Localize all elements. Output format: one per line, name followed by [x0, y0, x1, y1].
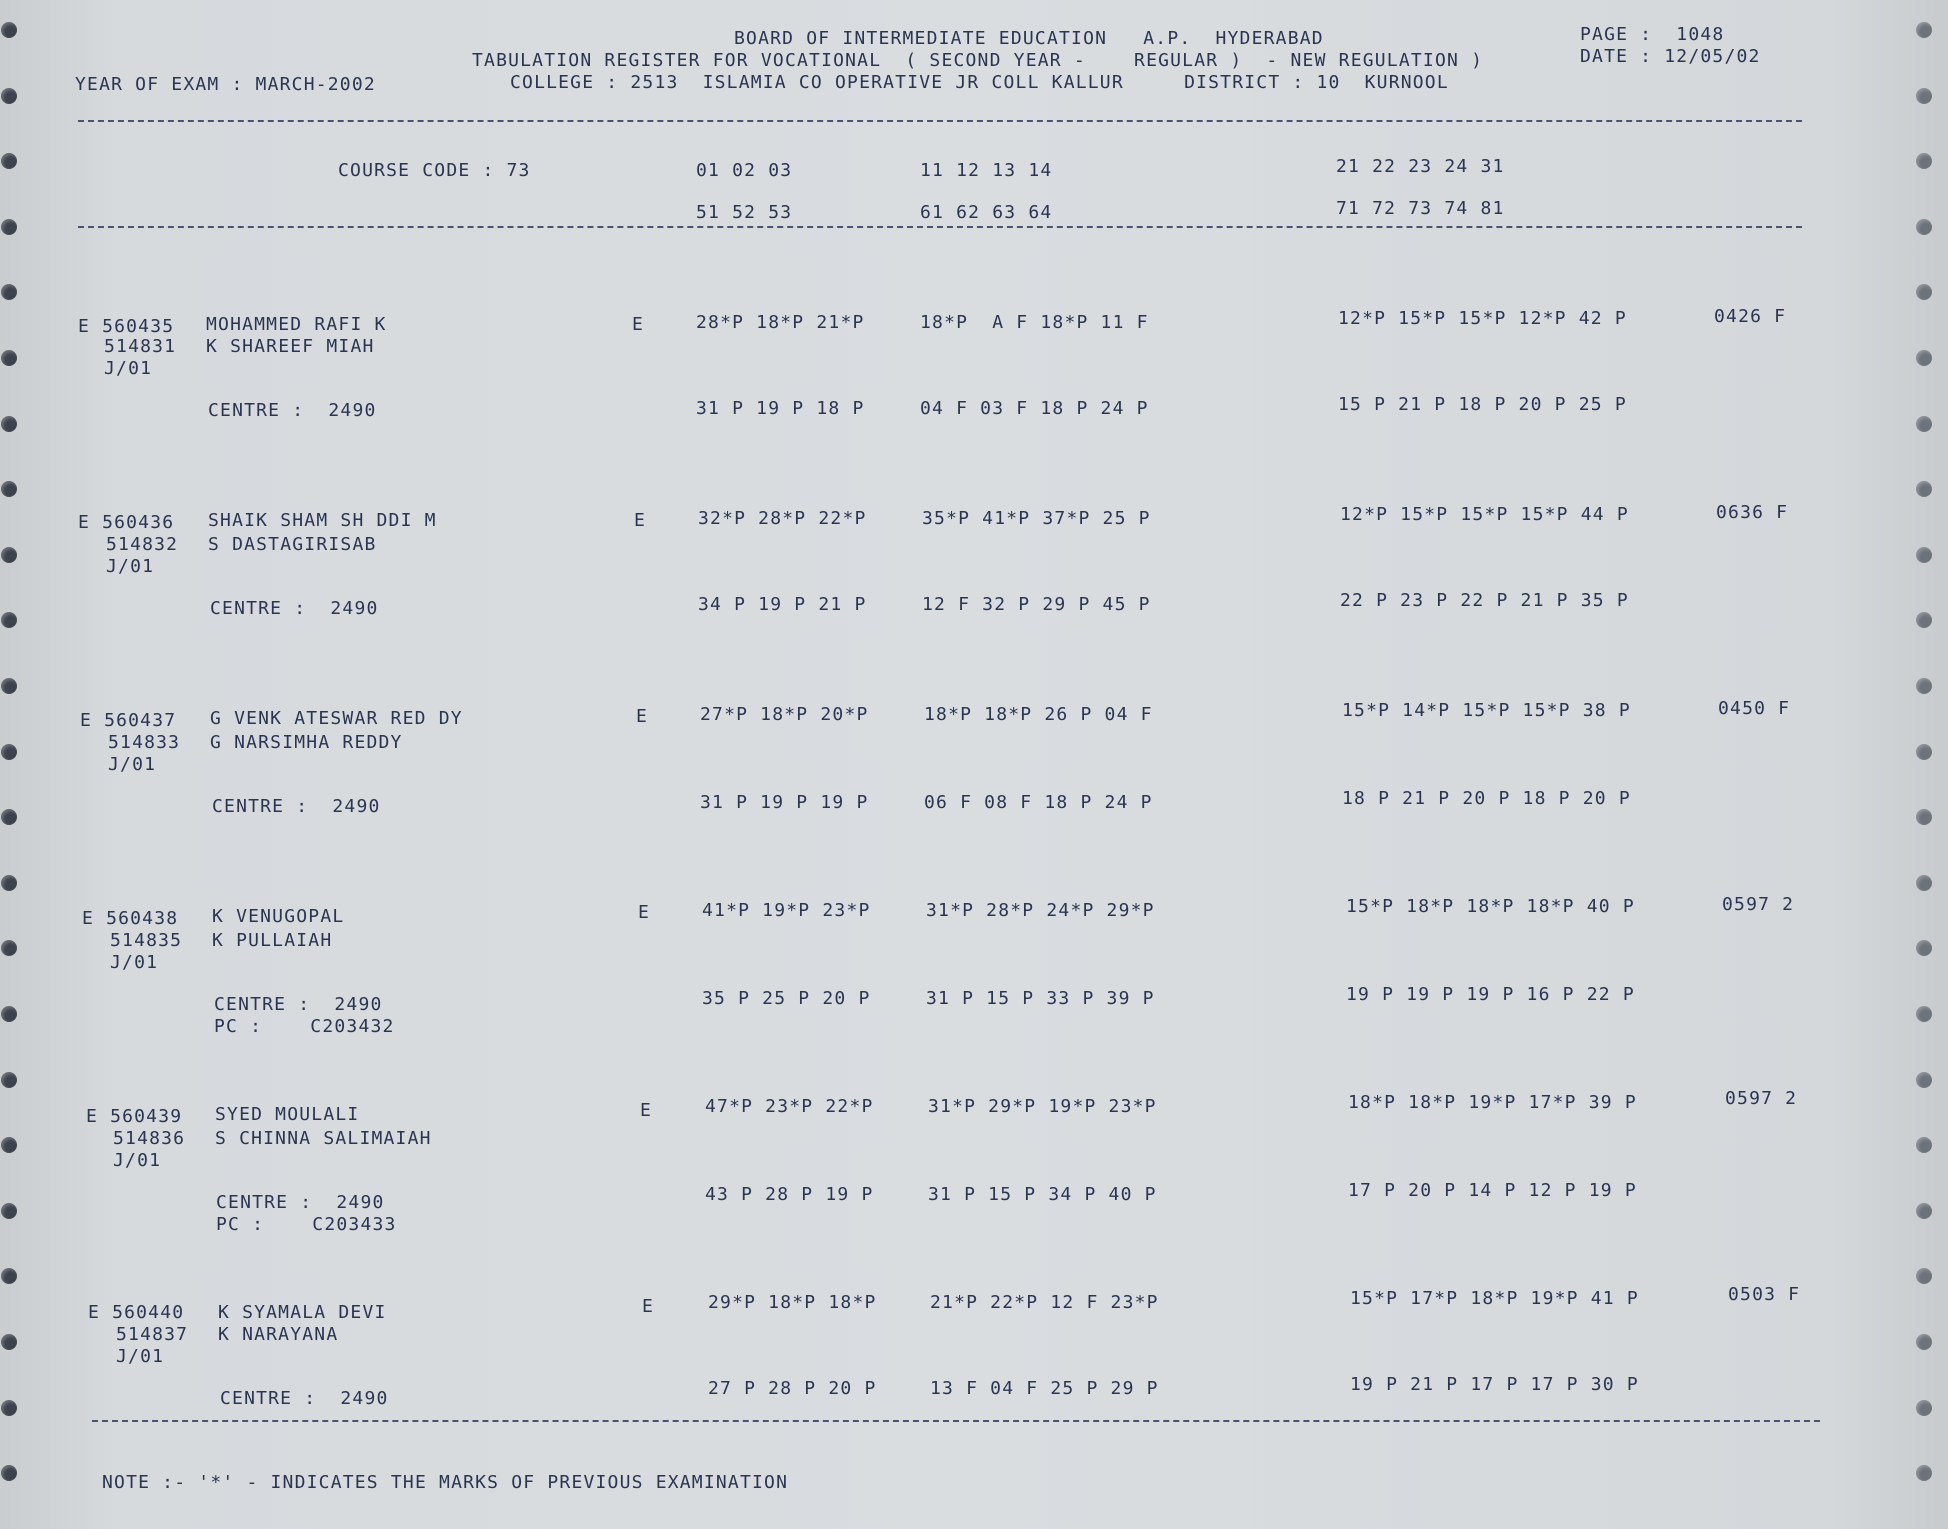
marks-row2-group2: 13 F 04 F 25 P 29 P: [930, 1378, 1159, 1399]
sprocket-hole: [1916, 350, 1932, 366]
marks-row1-group1: 27*P 18*P 20*P: [700, 704, 869, 725]
student-code: J/01: [110, 952, 159, 973]
student-code: J/01: [108, 754, 157, 775]
student-centre: CENTRE : 2490: [214, 994, 383, 1015]
sprocket-hole: [1916, 1334, 1932, 1350]
student-medium: E: [636, 706, 649, 727]
marks-row2-group2: 12 F 32 P 29 P 45 P: [922, 594, 1151, 615]
codes-row2-group2: 61 62 63 64: [920, 202, 1053, 223]
sprocket-hole: [1, 1400, 17, 1416]
student-total: 0597 2: [1725, 1088, 1798, 1109]
student-name: G VENK ATESWAR RED DY: [210, 708, 463, 729]
student-reg: E 560440: [88, 1302, 185, 1323]
sprocket-hole: [1916, 1268, 1932, 1284]
student-total: 0636 F: [1716, 502, 1789, 523]
student-total: 0503 F: [1728, 1284, 1801, 1305]
student-reg: E 560439: [86, 1106, 183, 1127]
sprocket-hole: [1, 547, 17, 563]
sprocket-hole: [1916, 284, 1932, 300]
sprocket-hole: [1916, 88, 1932, 104]
marks-row2-group3: 22 P 23 P 22 P 21 P 35 P: [1340, 590, 1629, 611]
student-medium: E: [638, 902, 651, 923]
sprocket-hole: [1916, 547, 1932, 563]
sprocket-hole: [1, 284, 17, 300]
student-name: MOHAMMED RAFI K: [206, 314, 387, 335]
student-father: K SHAREEF MIAH: [206, 336, 375, 357]
student-father: G NARSIMHA REDDY: [210, 732, 403, 753]
marks-row1-group3: 18*P 18*P 19*P 17*P 39 P: [1348, 1092, 1637, 1113]
student-roll: 514831: [104, 336, 177, 357]
sprocket-hole: [1916, 1072, 1932, 1088]
sprocket-hole: [1, 1072, 17, 1088]
sprocket-hole: [1916, 22, 1932, 38]
year-of-exam: YEAR OF EXAM : MARCH-2002: [75, 74, 376, 95]
marks-row2-group3: 17 P 20 P 14 P 12 P 19 P: [1348, 1180, 1637, 1201]
student-reg: E 560435: [78, 316, 175, 337]
sprocket-hole: [1, 416, 17, 432]
marks-row1-group2: 31*P 29*P 19*P 23*P: [928, 1096, 1157, 1117]
student-centre: CENTRE : 2490: [220, 1388, 389, 1409]
marks-row2-group3: 15 P 21 P 18 P 20 P 25 P: [1338, 394, 1627, 415]
sprocket-hole: [1, 1334, 17, 1350]
student-code: J/01: [104, 358, 153, 379]
sprocket-hole: [1916, 1137, 1932, 1153]
student-medium: E: [640, 1100, 653, 1121]
student-centre: CENTRE : 2490: [210, 598, 379, 619]
sprocket-hole: [1, 1137, 17, 1153]
sprocket-hole: [1916, 1006, 1932, 1022]
student-roll: 514832: [106, 534, 179, 555]
student-father: S CHINNA SALIMAIAH: [215, 1128, 432, 1149]
student-reg: E 560438: [82, 908, 179, 929]
marks-row2-group1: 31 P 19 P 19 P: [700, 792, 869, 813]
sprocket-hole: [1916, 809, 1932, 825]
sprocket-hole: [1, 744, 17, 760]
student-father: K PULLAIAH: [212, 930, 333, 951]
marks-row2-group1: 35 P 25 P 20 P: [702, 988, 871, 1009]
student-centre: CENTRE : 2490: [208, 400, 377, 421]
codes-row2-group3: 71 72 73 74 81: [1336, 198, 1505, 219]
student-code: J/01: [113, 1150, 162, 1171]
codes-row1-group2: 11 12 13 14: [920, 160, 1053, 181]
marks-row1-group1: 32*P 28*P 22*P: [698, 508, 867, 529]
marks-row2-group1: 34 P 19 P 21 P: [698, 594, 867, 615]
sprocket-hole: [1, 153, 17, 169]
marks-row1-group2: 18*P 18*P 26 P 04 F: [924, 704, 1153, 725]
student-roll: 514837: [116, 1324, 189, 1345]
sprocket-hole: [1916, 678, 1932, 694]
sprocket-hole: [1916, 940, 1932, 956]
sprocket-hole: [1, 678, 17, 694]
marks-row1-group1: 28*P 18*P 21*P: [696, 312, 865, 333]
sprocket-hole: [1, 219, 17, 235]
codes-row1-group3: 21 22 23 24 31: [1336, 156, 1505, 177]
marks-row1-group3: 15*P 18*P 18*P 18*P 40 P: [1346, 896, 1635, 917]
student-total: 0426 F: [1714, 306, 1787, 327]
register-title: TABULATION REGISTER FOR VOCATIONAL ( SECOND YEAR - REGULAR ) - NEW REGULATION ): [472, 50, 1484, 71]
student-code: J/01: [116, 1346, 165, 1367]
marks-row1-group1: 41*P 19*P 23*P: [702, 900, 871, 921]
sprocket-hole: [1, 88, 17, 104]
sprocket-hole: [1916, 1465, 1932, 1481]
sprocket-hole: [1, 22, 17, 38]
divider-header: [78, 226, 1802, 228]
sprocket-hole: [1, 940, 17, 956]
marks-row1-group1: 47*P 23*P 22*P: [705, 1096, 874, 1117]
marks-row1-group3: 12*P 15*P 15*P 15*P 44 P: [1340, 504, 1629, 525]
marks-row2-group1: 31 P 19 P 18 P: [696, 398, 865, 419]
marks-row1-group3: 15*P 17*P 18*P 19*P 41 P: [1350, 1288, 1639, 1309]
student-pc: PC : C203432: [214, 1016, 395, 1037]
sprocket-hole: [1916, 481, 1932, 497]
sprocket-hole: [1916, 153, 1932, 169]
sprocket-hole: [1916, 416, 1932, 432]
sprocket-hole: [1916, 1203, 1932, 1219]
sprocket-hole: [1, 1268, 17, 1284]
marks-row2-group2: 31 P 15 P 33 P 39 P: [926, 988, 1155, 1009]
sprocket-hole: [1916, 612, 1932, 628]
student-medium: E: [632, 314, 645, 335]
student-roll: 514833: [108, 732, 181, 753]
marks-row2-group2: 06 F 08 F 18 P 24 P: [924, 792, 1153, 813]
sprocket-hole: [1, 481, 17, 497]
marks-row1-group1: 29*P 18*P 18*P: [708, 1292, 877, 1313]
student-total: 0450 F: [1718, 698, 1791, 719]
marks-row1-group2: 35*P 41*P 37*P 25 P: [922, 508, 1151, 529]
student-medium: E: [642, 1296, 655, 1317]
codes-row2-group1: 51 52 53: [696, 202, 793, 223]
marks-row1-group2: 18*P A F 18*P 11 F: [920, 312, 1149, 333]
marks-row2-group3: 18 P 21 P 20 P 18 P 20 P: [1342, 788, 1631, 809]
sprocket-hole: [1, 350, 17, 366]
marks-row2-group3: 19 P 19 P 19 P 16 P 22 P: [1346, 984, 1635, 1005]
divider-top: [78, 120, 1802, 122]
marks-row2-group2: 04 F 03 F 18 P 24 P: [920, 398, 1149, 419]
student-name: SYED MOULALI: [215, 1104, 360, 1125]
student-reg: E 560437: [80, 710, 177, 731]
codes-row1-group1: 01 02 03: [696, 160, 793, 181]
marks-row2-group3: 19 P 21 P 17 P 17 P 30 P: [1350, 1374, 1639, 1395]
student-code: J/01: [106, 556, 155, 577]
college-district: COLLEGE : 2513 ISLAMIA CO OPERATIVE JR COLL KALLUR DISTRICT : 10 KURNOOL: [510, 72, 1449, 93]
student-roll: 514836: [113, 1128, 186, 1149]
sprocket-hole: [1, 809, 17, 825]
sprocket-hole: [1, 612, 17, 628]
student-name: SHAIK SHAM SH DDI M: [208, 510, 437, 531]
student-name: K VENUGOPAL: [212, 906, 345, 927]
sprocket-hole: [1916, 1400, 1932, 1416]
footnote: NOTE :- '*' - INDICATES THE MARKS OF PREVIOUS EXAMINATION: [102, 1472, 789, 1493]
divider-bottom: [92, 1420, 1820, 1422]
sprocket-hole: [1916, 219, 1932, 235]
student-centre: CENTRE : 2490: [212, 796, 381, 817]
student-total: 0597 2: [1722, 894, 1795, 915]
page-number: PAGE : 1048: [1580, 24, 1725, 45]
sprocket-hole: [1916, 744, 1932, 760]
student-roll: 514835: [110, 930, 183, 951]
sprocket-hole: [1916, 875, 1932, 891]
course-code: COURSE CODE : 73: [338, 160, 531, 181]
marks-row1-group3: 15*P 14*P 15*P 15*P 38 P: [1342, 700, 1631, 721]
sprocket-hole: [1, 1203, 17, 1219]
student-reg: E 560436: [78, 512, 175, 533]
board-title: BOARD OF INTERMEDIATE EDUCATION A.P. HYDERABAD: [734, 28, 1324, 49]
marks-row1-group2: 21*P 22*P 12 F 23*P: [930, 1292, 1159, 1313]
sprocket-hole: [1, 1465, 17, 1481]
student-father: K NARAYANA: [218, 1324, 339, 1345]
marks-row1-group2: 31*P 28*P 24*P 29*P: [926, 900, 1155, 921]
student-medium: E: [634, 510, 647, 531]
marks-row2-group2: 31 P 15 P 34 P 40 P: [928, 1184, 1157, 1205]
sprocket-hole: [1, 875, 17, 891]
student-name: K SYAMALA DEVI: [218, 1302, 387, 1323]
marks-row1-group3: 12*P 15*P 15*P 12*P 42 P: [1338, 308, 1627, 329]
student-centre: CENTRE : 2490: [216, 1192, 385, 1213]
student-father: S DASTAGIRISAB: [208, 534, 377, 555]
report-date: DATE : 12/05/02: [1580, 46, 1761, 67]
marks-row2-group1: 43 P 28 P 19 P: [705, 1184, 874, 1205]
sprocket-hole: [1, 1006, 17, 1022]
student-pc: PC : C203433: [216, 1214, 397, 1235]
marks-row2-group1: 27 P 28 P 20 P: [708, 1378, 877, 1399]
